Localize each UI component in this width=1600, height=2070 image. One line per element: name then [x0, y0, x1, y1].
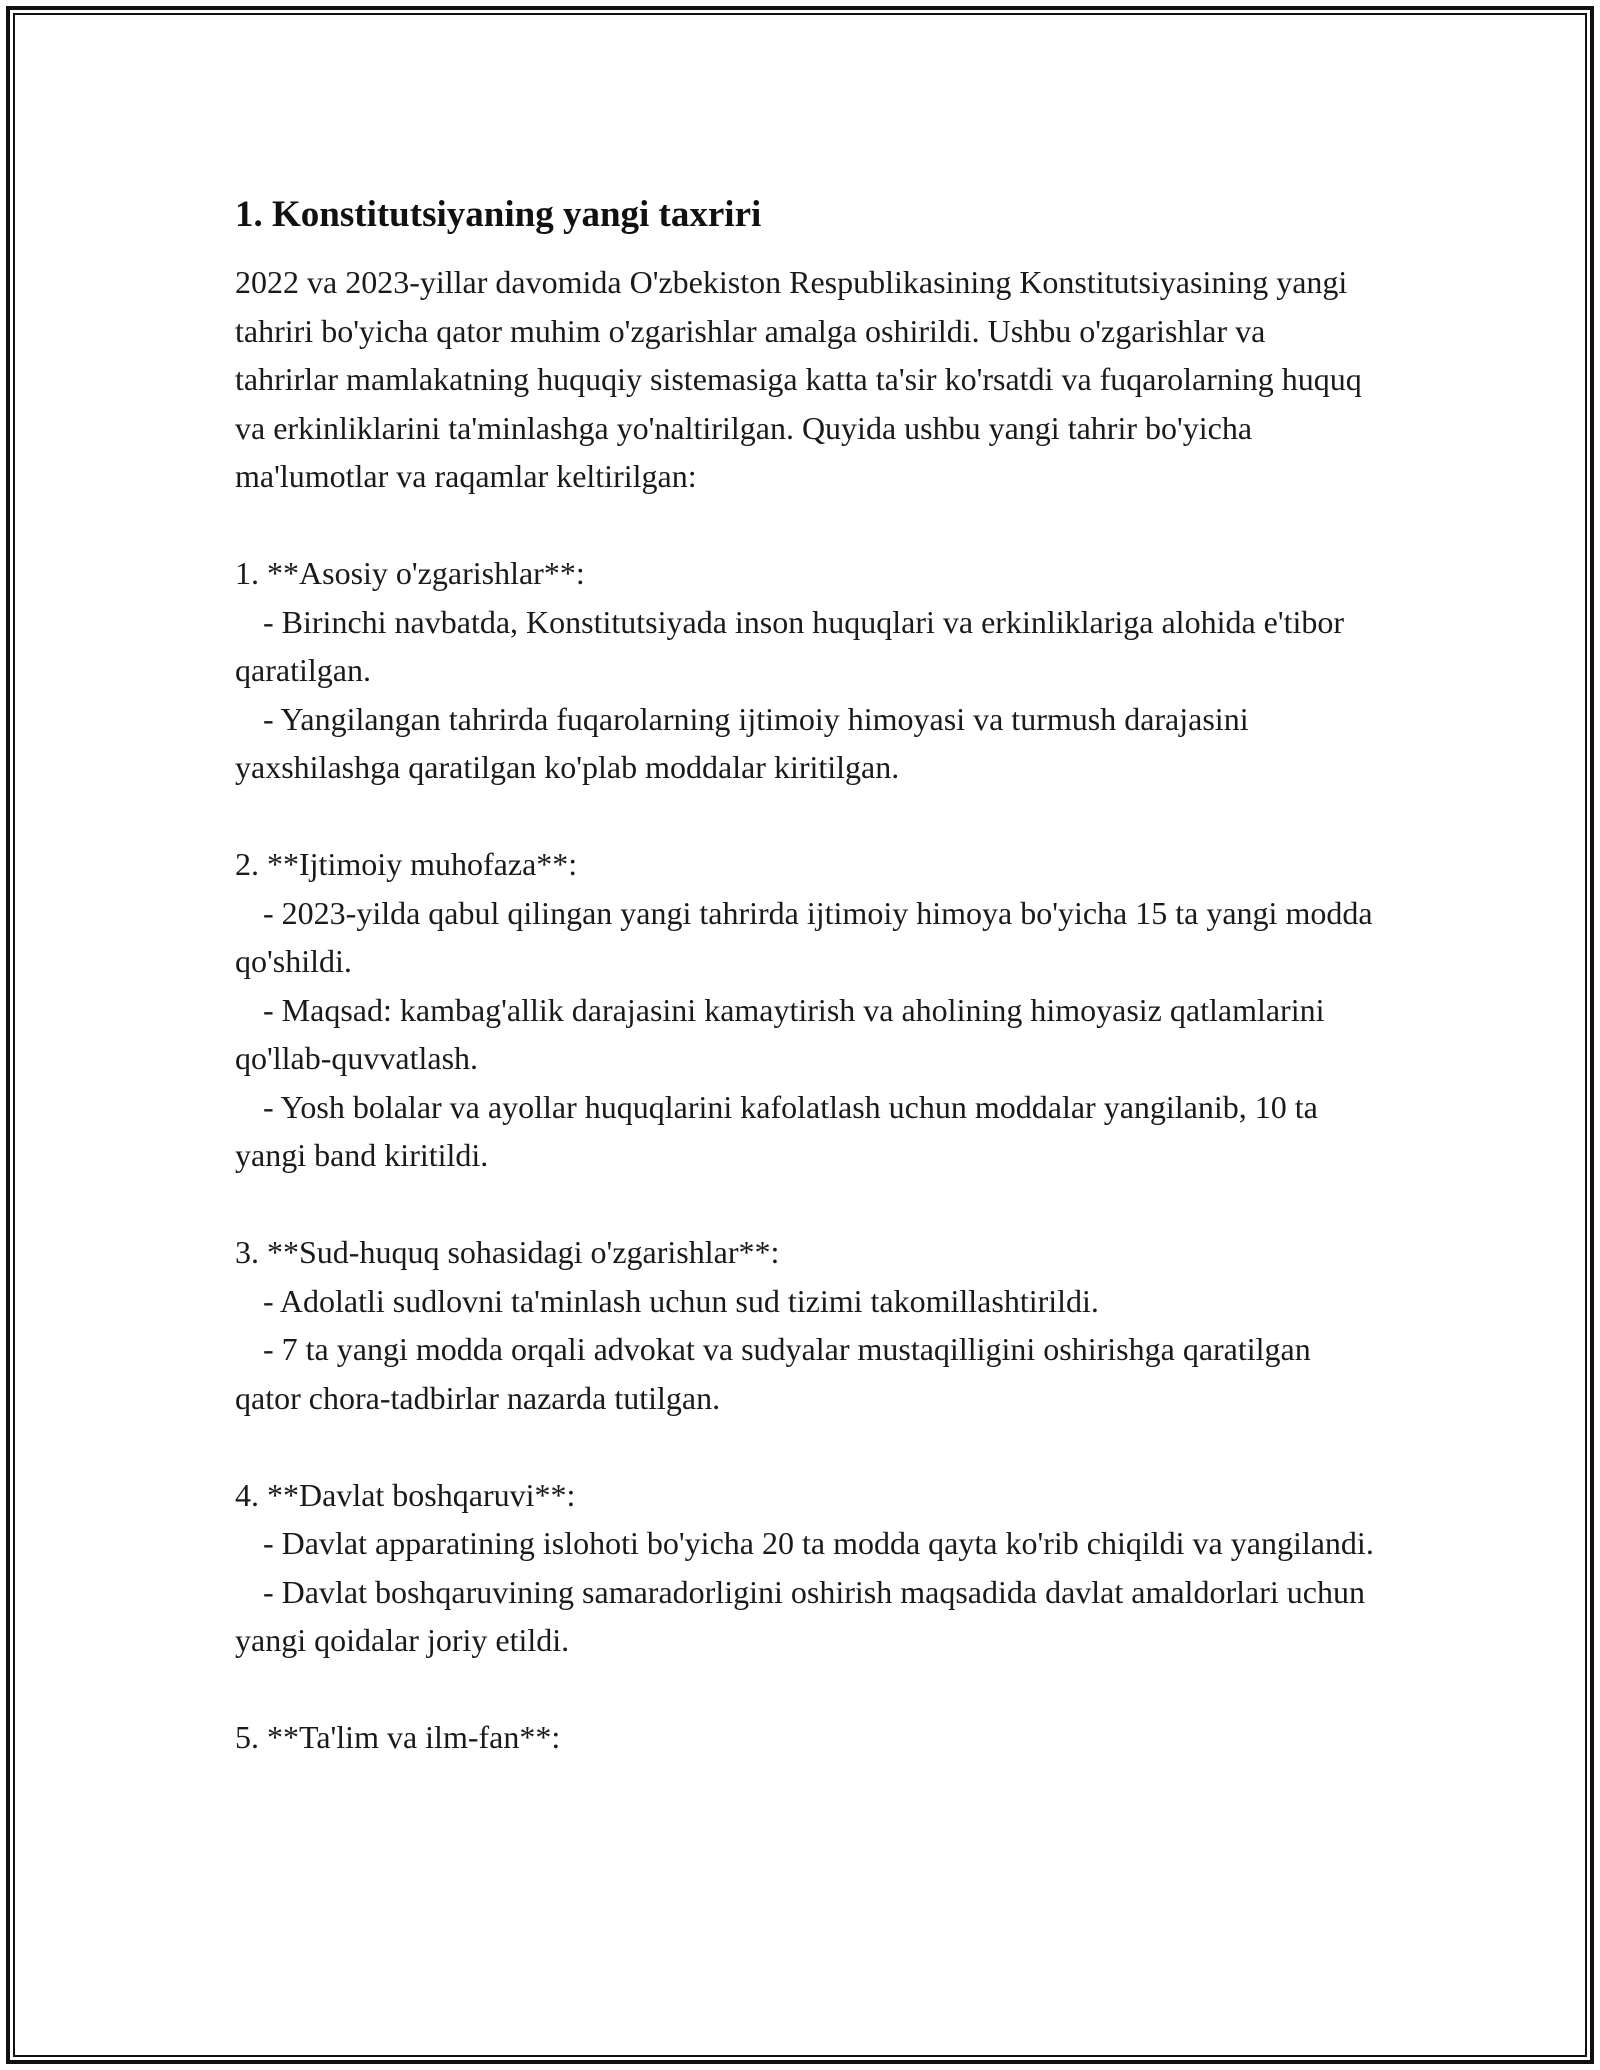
- section-heading: 1. **Asosiy o'zgarishlar**:: [235, 555, 585, 591]
- section-talim-ilm-fan: [235, 1713, 1375, 1762]
- list-item: - Davlat boshqaruvining samaradorligini oshirish maqsadida davlat amaldorlari uchun yangi qoidalar joriy etildi.: [235, 1573, 1365, 1658]
- section-ijtimoiy-muhofaza: [235, 840, 1375, 1180]
- list-item: - Davlat apparatining islohoti bo'yicha 20 ta modda qayta ko'rib chiqildi va yangilandi.: [263, 1525, 1374, 1561]
- list-item: - Yosh bolalar va ayollar huquqlarini kafolatlash uchun moddalar yangilanib, 10 ta yangi band kiritildi.: [235, 1088, 1318, 1173]
- section-heading: 2. **Ijtimoiy muhofaza**:: [235, 846, 578, 882]
- list-item: - 2023-yilda qabul qilingan yangi tahrirda ijtimoiy himoya bo'yicha 15 ta yangi modda qo'shildi.: [235, 894, 1373, 979]
- section-davlat-boshqaruvi: [235, 1471, 1375, 1665]
- intro-paragraph: 2022 va 2023-yillar davomida O'zbekiston Respublikasining Konstitutsiyasining yangi tahriri bo'yicha qator muhim o'zgarishlar amalga oshirildi. Ushbu o'zgarishlar va tahrirlar mamlakatning huquqiy sistemasiga katta ta'sir ko'rsatdi va fuqarolarning huquq va erkinliklarini ta'minlashga yo'naltirilgan. Quyida ushbu yangi tahrir bo'yicha ma'lumotlar va raqamlar keltirilgan:: [235, 264, 1362, 494]
- list-item: - 7 ta yangi modda orqali advokat va sudyalar mustaqilligini oshirishga qaratilgan qator chora-tadbirlar nazarda tutilgan.: [235, 1331, 1311, 1416]
- section-heading: 4. **Davlat boshqaruvi**:: [235, 1476, 576, 1513]
- section-sud-huquq: [235, 1228, 1375, 1422]
- document-title: 1. Konstitutsiyaning yangi taxriri: [235, 194, 762, 235]
- section-asosiy-ozgarishlar: [235, 549, 1375, 792]
- section-heading: 5. **Ta'lim va ilm-fan**:: [235, 1719, 561, 1755]
- list-item: - Maqsad: kambag'allik darajasini kamaytirish va aholining himoyasiz qatlamlarini qo'llab-quvvatlash.: [235, 991, 1325, 1076]
- document-body: [235, 188, 1375, 1762]
- list-item: - Adolatli sudlovni ta'minlash uchun sud tizimi takomillashtirildi.: [263, 1282, 1099, 1319]
- section-heading: 3. **Sud-huquq sohasidagi o'zgarishlar**:: [235, 1234, 780, 1270]
- list-item: - Yangilangan tahrirda fuqarolarning ijtimoiy himoyasi va turmush darajasini yaxshilashga qaratilgan ko'plab moddalar kiritilgan.: [235, 700, 1249, 785]
- list-item: - Birinchi navbatda, Konstitutsiyada inson huquqlari va erkinliklariga alohida e'tibor qaratilgan.: [235, 603, 1345, 688]
